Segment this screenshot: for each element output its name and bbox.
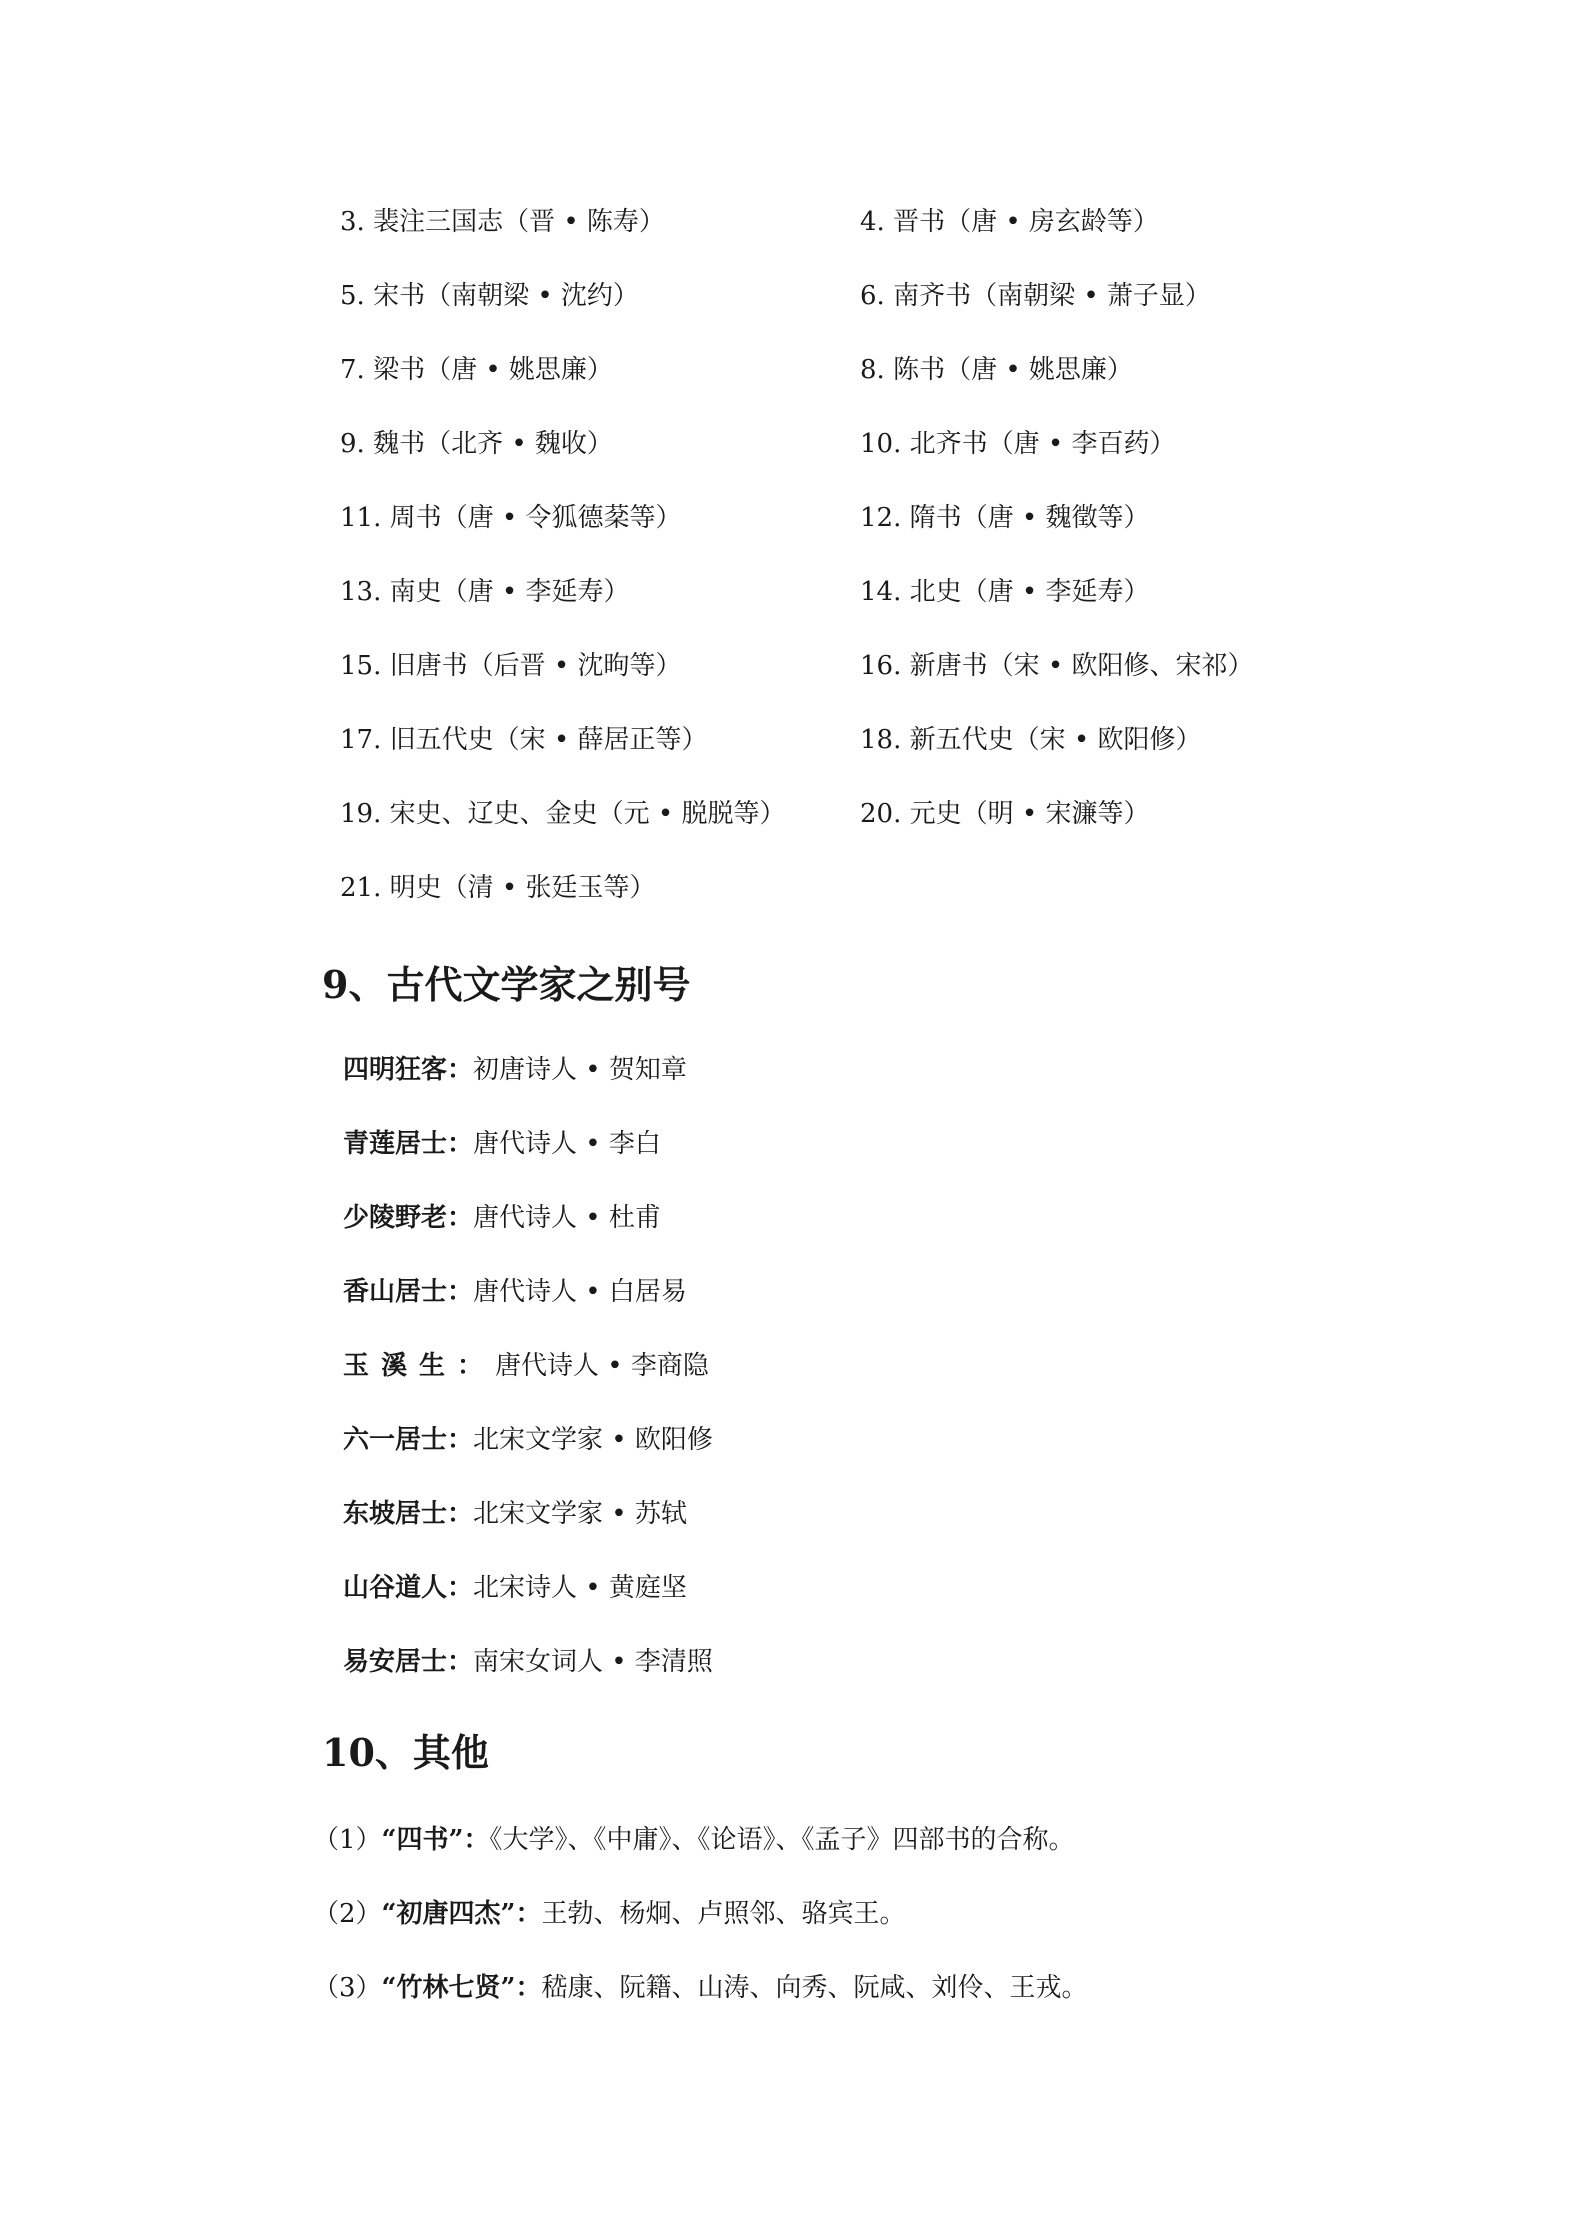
alias-value: 唐代诗人 • 李白 — [473, 1129, 661, 1159]
alias-key: 香山居士： — [343, 1277, 474, 1307]
history-item: 21. 明史（清 • 张廷玉等） — [340, 873, 656, 903]
other-item — [313, 1966, 1087, 2040]
other-item — [313, 1892, 1087, 1966]
history-item: 3. 裴注三国志（晋 • 陈寿） — [340, 207, 665, 237]
history-item: 9. 魏书（北齐 • 魏收） — [340, 429, 613, 459]
alias-list — [343, 1048, 713, 1714]
alias-item — [343, 1196, 713, 1270]
alias-value: 南宋女词人 • 李清照 — [473, 1647, 713, 1677]
item-text: 嵇康、阮籍、山涛、向秀、阮咸、刘伶、王戎。 — [541, 1973, 1088, 2003]
other-list — [313, 1818, 1087, 2040]
alias-value: 唐代诗人 • 李商隐 — [495, 1351, 709, 1381]
item-number: （1） — [313, 1825, 382, 1855]
alias-key: 山谷道人： — [343, 1573, 474, 1603]
history-item: 13. 南史（唐 • 李延寿） — [340, 577, 630, 607]
history-item: 10. 北齐书（唐 • 李百药） — [860, 429, 1176, 459]
history-item: 11. 周书（唐 • 令狐德棻等） — [340, 503, 682, 533]
alias-key: 少陵野老： — [343, 1203, 474, 1233]
item-term: “竹林七贤”： — [381, 1973, 542, 2003]
item-number: （3） — [313, 1973, 382, 2003]
alias-item — [343, 1048, 713, 1122]
section-heading-10: 10、其他 — [322, 1730, 489, 1775]
history-item: 15. 旧唐书（后晋 • 沈昫等） — [340, 651, 682, 681]
alias-item — [343, 1640, 713, 1714]
item-term: “四书”： — [381, 1825, 490, 1855]
alias-value: 唐代诗人 • 白居易 — [473, 1277, 687, 1307]
alias-key: 六一居士： — [343, 1425, 474, 1455]
alias-value: 北宋文学家 • 苏轼 — [473, 1499, 687, 1529]
history-item: 19. 宋史、辽史、金史（元 • 脱脱等） — [340, 799, 786, 829]
item-text: 王勃、杨炯、卢照邻、骆宾王。 — [541, 1899, 906, 1929]
item-text: 《大学》、《中庸》、《论语》、《孟子》四部书的合称。 — [489, 1825, 1075, 1855]
alias-value: 北宋文学家 • 欧阳修 — [473, 1425, 713, 1455]
alias-key: 易安居士： — [343, 1647, 474, 1677]
alias-value: 唐代诗人 • 杜甫 — [473, 1203, 661, 1233]
alias-item — [343, 1418, 713, 1492]
other-item — [313, 1818, 1087, 1892]
alias-value: 北宋诗人 • 黄庭坚 — [473, 1573, 687, 1603]
history-item: 18. 新五代史（宋 • 欧阳修） — [860, 725, 1202, 755]
history-item: 6. 南齐书（南朝梁 • 萧子显） — [860, 281, 1211, 311]
item-number: （2） — [313, 1899, 382, 1929]
official-histories-list — [340, 200, 1340, 940]
history-item: 4. 晋书（唐 • 房玄龄等） — [860, 207, 1159, 237]
alias-item — [343, 1566, 713, 1640]
alias-key: 四明狂客： — [343, 1055, 474, 1085]
history-item: 20. 元史（明 • 宋濂等） — [860, 799, 1150, 829]
history-item: 8. 陈书（唐 • 姚思廉） — [860, 355, 1133, 385]
alias-item — [343, 1492, 713, 1566]
item-term: “初唐四杰”： — [381, 1899, 542, 1929]
alias-value: 初唐诗人 • 贺知章 — [473, 1055, 687, 1085]
alias-key: 玉溪生： — [343, 1351, 496, 1381]
history-item: 14. 北史（唐 • 李延寿） — [860, 577, 1150, 607]
alias-key: 东坡居士： — [343, 1499, 474, 1529]
alias-item — [343, 1270, 713, 1344]
history-item: 7. 梁书（唐 • 姚思廉） — [340, 355, 613, 385]
history-item: 16. 新唐书（宋 • 欧阳修、宋祁） — [860, 651, 1254, 681]
history-item: 12. 隋书（唐 • 魏徵等） — [860, 503, 1150, 533]
history-item: 5. 宋书（南朝梁 • 沈约） — [340, 281, 639, 311]
history-item: 17. 旧五代史（宋 • 薛居正等） — [340, 725, 708, 755]
alias-item — [343, 1122, 713, 1196]
alias-item — [343, 1344, 713, 1418]
alias-key: 青莲居士： — [343, 1129, 474, 1159]
section-heading-9: 9、古代文学家之别号 — [322, 962, 691, 1007]
